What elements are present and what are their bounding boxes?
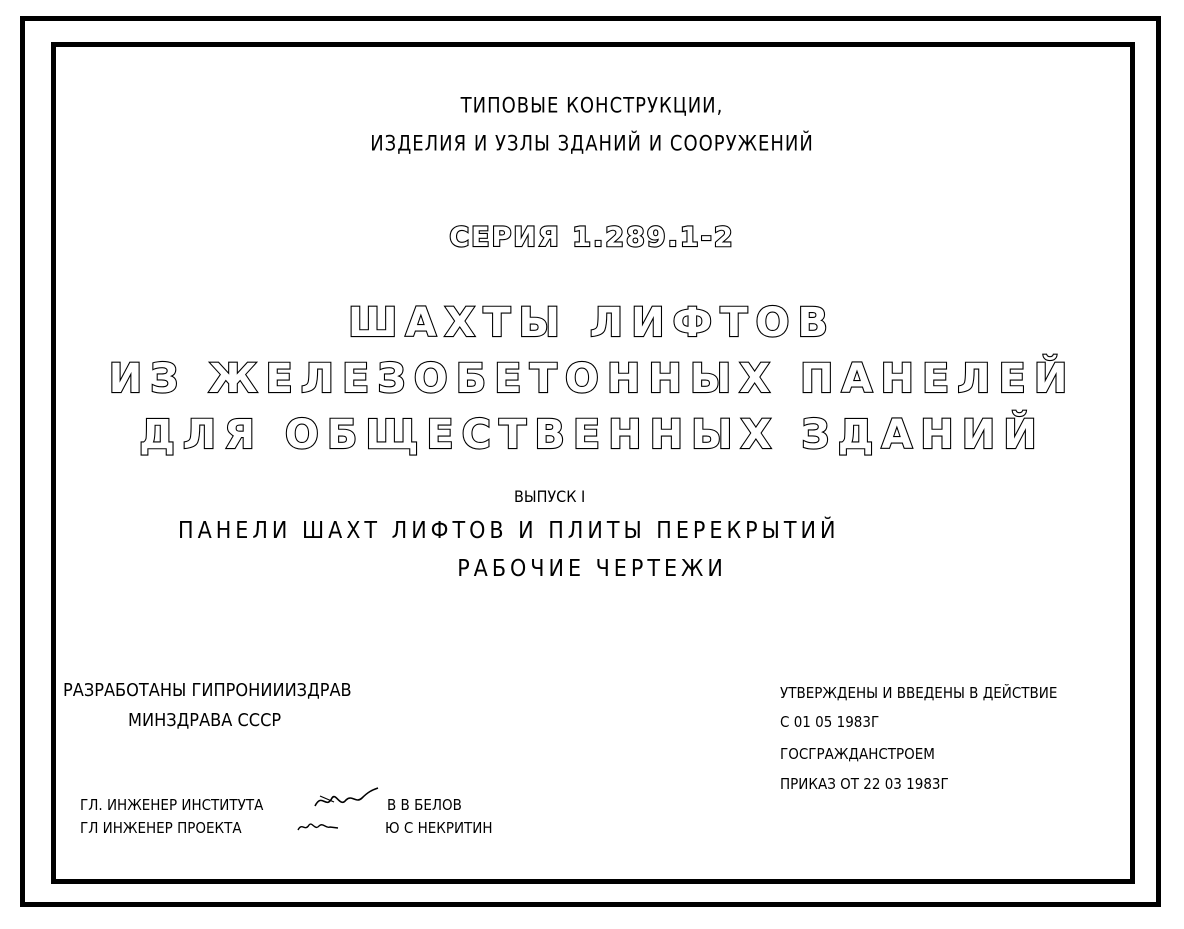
- approval-line-4: ПРИКАЗ ОТ 22 03 1983Г: [780, 775, 949, 793]
- chief-engineer-project-name: Ю С НЕКРИТИН: [385, 819, 493, 837]
- chief-engineer-institute-name: В В БЕЛОВ: [387, 796, 462, 814]
- chief-engineer-institute-role: ГЛ. ИНЖЕНЕР ИНСТИТУТА: [80, 796, 264, 814]
- chief-engineer-project-role: ГЛ ИНЖЕНЕР ПРОЕКТА: [80, 819, 242, 837]
- title-line-2: ИЗ ЖЕЛЕЗОБЕТОННЫХ ПАНЕЛЕЙ: [108, 356, 1076, 402]
- developer-line-2: МИНЗДРАВА СССР: [128, 710, 282, 731]
- subtitle-line-2: РАБОЧИЕ ЧЕРТЕЖИ: [457, 556, 727, 582]
- header-line-2: ИЗДЕЛИЯ И УЗЛЫ ЗДАНИЙ И СООРУЖЕНИЙ: [370, 130, 814, 156]
- issue-label: ВЫПУСК I: [514, 487, 586, 506]
- developer-line-1: РАЗРАБОТАНЫ ГИПРОНИИИЗДРАВ: [63, 680, 352, 701]
- approval-line-3: ГОСГРАЖДАНСТРОЕМ: [780, 745, 935, 763]
- approval-line-2: С 01 05 1983Г: [780, 713, 880, 731]
- title-line-1: ШАХТЫ ЛИФТОВ: [347, 300, 836, 346]
- approval-line-1: УТВЕРЖДЕНЫ И ВВЕДЕНЫ В ДЕЙСТВИЕ: [780, 684, 1058, 702]
- header-line-1: ТИПОВЫЕ КОНСТРУКЦИИ,: [460, 92, 724, 118]
- subtitle-line-1: ПАНЕЛИ ШАХТ ЛИФТОВ И ПЛИТЫ ПЕРЕКРЫТИЙ: [178, 518, 840, 544]
- inner-frame: [51, 42, 1135, 884]
- signature-belov: [312, 786, 382, 812]
- series-number: СЕРИЯ 1.289.1-2: [449, 222, 735, 253]
- signature-nekritin: [296, 816, 346, 836]
- title-line-3: ДЛЯ ОБЩЕСТВЕННЫХ ЗДАНИЙ: [139, 412, 1045, 458]
